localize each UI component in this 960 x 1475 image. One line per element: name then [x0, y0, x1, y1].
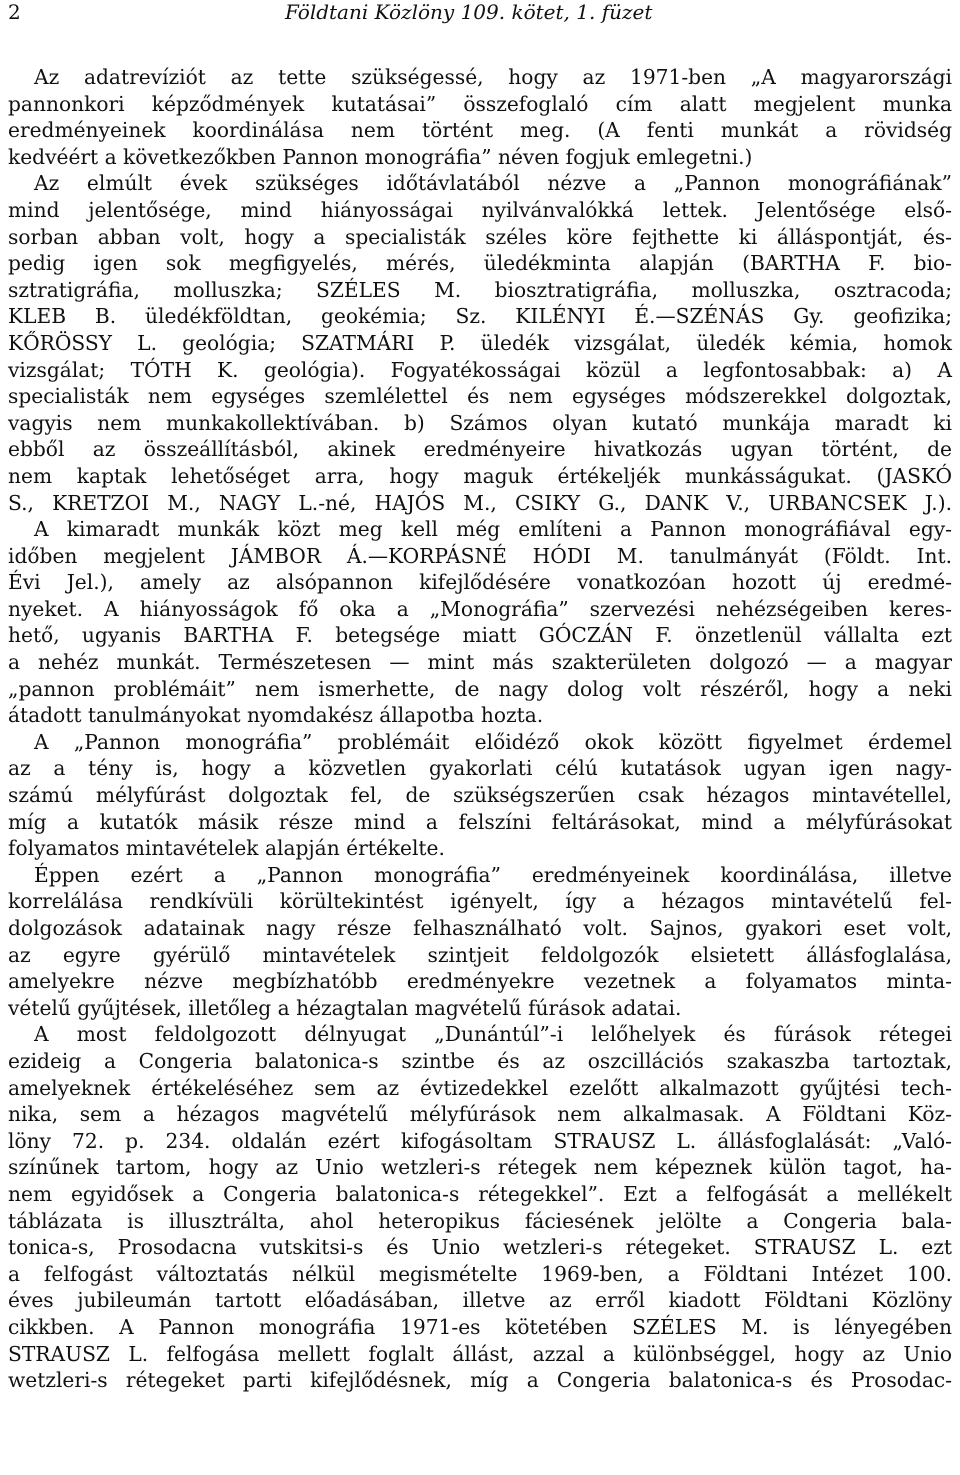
text-line: éves jubileumán tartott előadásában, illetve az erről kiadott Földtani Közlöny: [8, 1288, 952, 1313]
text-line: mind jelentősége, mind hiányosságai nyilvánvalókká lettek. Jelentősége első-: [8, 197, 952, 222]
text-line: hető, ugyanis BARTHA F. betegsége miatt GÓCZÁN F. önzetlenül vállalta ezt: [8, 623, 952, 648]
text-line: időben megjelent JÁMBOR Á.—KORPÁSNÉ HÓDI M. tanulmányát (Földt. Int.: [8, 543, 952, 568]
text-line: ebből az összeállításból, akinek eredményeire hivatkozás ugyan történt, de: [8, 437, 952, 462]
text-line: korrelálása rendkívüli körültekintést igényelt, így a hézagos mintavételű fel-: [8, 889, 952, 914]
text-line: pannonkori képződmények kutatásai” összefoglaló cím alatt megjelent munka: [8, 91, 952, 116]
text-line: Évi Jel.), amely az alsópannon kifejlődésére vonatkozóan hozott új eredmé-: [8, 570, 952, 595]
text-line: specialisták nem egységes szemlélettel és nem egységes módszerekkel dolgoztak,: [8, 384, 952, 409]
text-line: nem egyidősek a Congeria balatonica-s rétegekkel”. Ezt a felfogását a mellékelt: [8, 1181, 952, 1206]
text-line: sorban abban volt, hogy a specialisták széles köre fejthette ki álláspontját, és-: [8, 224, 952, 249]
text-line: S., KRETZOI M., NAGY L.-né, HAJÓS M., CSIKY G., DANK V., URBANCSEK J.).: [8, 490, 952, 515]
text-line: Az adatrevíziót az tette szükségessé, hogy az 1971-ben „A magyarországi: [34, 65, 952, 89]
text-line: dolgozások adatainak nagy része felhasználható volt. Sajnos, gyakori eset volt,: [8, 916, 952, 940]
text-line: amelyekre nézve megbízhatóbb eredményekre vezetnek a folyamatos minta-: [8, 969, 952, 994]
text-line: míg a kutatók másik része mind a felszíni feltárásokat, mind a mélyfúrásokat: [8, 809, 952, 834]
text-line: vagyis nem munkakollektívában. b) Számos olyan kutató munkája maradt ki: [8, 410, 952, 435]
text-line: eredményeinek koordinálása nem történt meg. (A fenti munkát a rövidség: [8, 118, 952, 143]
text-line: a nehéz munkát. Természetesen — mint más szakterületen dolgozó — a magyar: [8, 650, 952, 675]
text-line: tonica-s, Prosodacna vutskitsi-s és Unio wetzleri-s rétegeket. STRAUSZ L. ezt: [8, 1235, 952, 1260]
text-line: löny 72. p. 234. oldalán ezért kifogásoltam STRAUSZ L. állásfoglalását: „Való-: [8, 1128, 952, 1153]
text-line: vételű gyűjtések, illetőleg a hézagtalan magvételű fúrások adatai.: [8, 995, 682, 1020]
text-line: nika, sem a hézagos magvételű mélyfúrások nem alkalmasak. A Földtani Köz-: [8, 1102, 952, 1127]
text-line: „pannon problémáit” nem ismerhette, de nagy dolog volt részéről, hogy a neki: [8, 676, 952, 701]
text-line: átadott tanulmányokat nyomdakész állapotba hozta.: [8, 703, 544, 728]
text-line: nyeket. A hiányosságok fő oka a „Monográfia” szervezési nehézségeiben keres-: [8, 596, 952, 621]
text-line: kedvéért a következőkben Pannon monográfia” néven fogjuk emlegetni.): [8, 144, 753, 169]
text-line: folyamatos mintavételek alapján értékelte.: [8, 836, 445, 861]
text-line: Az elmúlt évek szükséges időtávlatából nézve a „Pannon monográfiának”: [34, 171, 952, 196]
text-line: számú mélyfúrást dolgoztak fel, de szükségszerűen csak hézagos mintavétellel,: [8, 783, 952, 808]
text-line: vizsgálat; TÓTH K. geológia). Fogyatékosságai közül a legfontosabbak: a) A: [8, 357, 952, 382]
text-line: STRAUSZ L. felfogása mellett foglalt állást, azzal a különbséggel, hogy az Unio: [8, 1341, 952, 1366]
body-text: [8, 64, 952, 1394]
text-line: cikkben. A Pannon monográfia 1971-es kötetében SZÉLES M. is lényegében: [8, 1314, 952, 1339]
text-line: KŐRÖSSY L. geológia; SZATMÁRI P. üledék vizsgálat, üledék kémia, homok: [8, 330, 952, 355]
text-line: az a tény is, hogy a közvetlen gyakorlati célú kutatások ugyan igen nagy-: [8, 756, 952, 781]
text-line: wetzleri-s rétegeket parti kifejlődésnek, míg a Congeria balatonica-s és Prosodac-: [8, 1368, 952, 1393]
text-line: ezideig a Congeria balatonica-s szintbe és az oszcillációs szakaszba tartoztak,: [8, 1048, 952, 1073]
text-line: KLEB B. üledékföldtan, geokémia; Sz. KILÉNYI É.—SZÉNÁS Gy. geofizika;: [8, 304, 952, 329]
text-line: A most feldolgozott délnyugat „Dunántúl”-i lelőhelyek és fúrások rétegei: [34, 1022, 952, 1047]
text-line: A „Pannon monográfia” problémáit előidéző okok között figyelmet érdemel: [34, 729, 952, 754]
text-line: Éppen ezért a „Pannon monográfia” eredményeinek koordinálása, illetve: [34, 862, 952, 887]
text-line: pedig igen sok megfigyelés, mérés, üledékminta alapján (BARTHA F. bio-: [8, 251, 952, 276]
text-line: táblázata is illusztrálta, ahol heteropikus fáciesének jelölte a Congeria bala-: [8, 1208, 952, 1233]
text-line: sztratigráfia, molluszka; SZÉLES M. biosztratigráfia, molluszka, osztracoda;: [8, 277, 952, 302]
text-line: nem kaptak lehetőséget arra, hogy maguk értékeljék munkásságukat. (JASKÓ: [8, 463, 952, 488]
running-head: Földtani Közlöny 109. kötet, 1. füzet: [285, 0, 653, 24]
text-line: az egyre gyérülő mintavételek szintjeit feldolgozók elsietett állásfoglalása,: [8, 942, 952, 967]
page-header: [8, 0, 952, 24]
text-line: amelyeknek értékeléséhez sem az évtizedekkel ezelőtt alkalmazott gyűjtési tech-: [8, 1075, 952, 1100]
text-line: a felfogást változtatás nélkül megismételte 1969-ben, a Földtani Intézet 100.: [8, 1261, 952, 1286]
text-line: A kimaradt munkák közt meg kell még említeni a Pannon monográfiával egy-: [34, 517, 952, 542]
page-number: 2: [8, 0, 21, 24]
text-line: színűnek tartom, hogy az Unio wetzleri-s rétegek nem képeznek külön tagot, ha-: [8, 1155, 952, 1180]
